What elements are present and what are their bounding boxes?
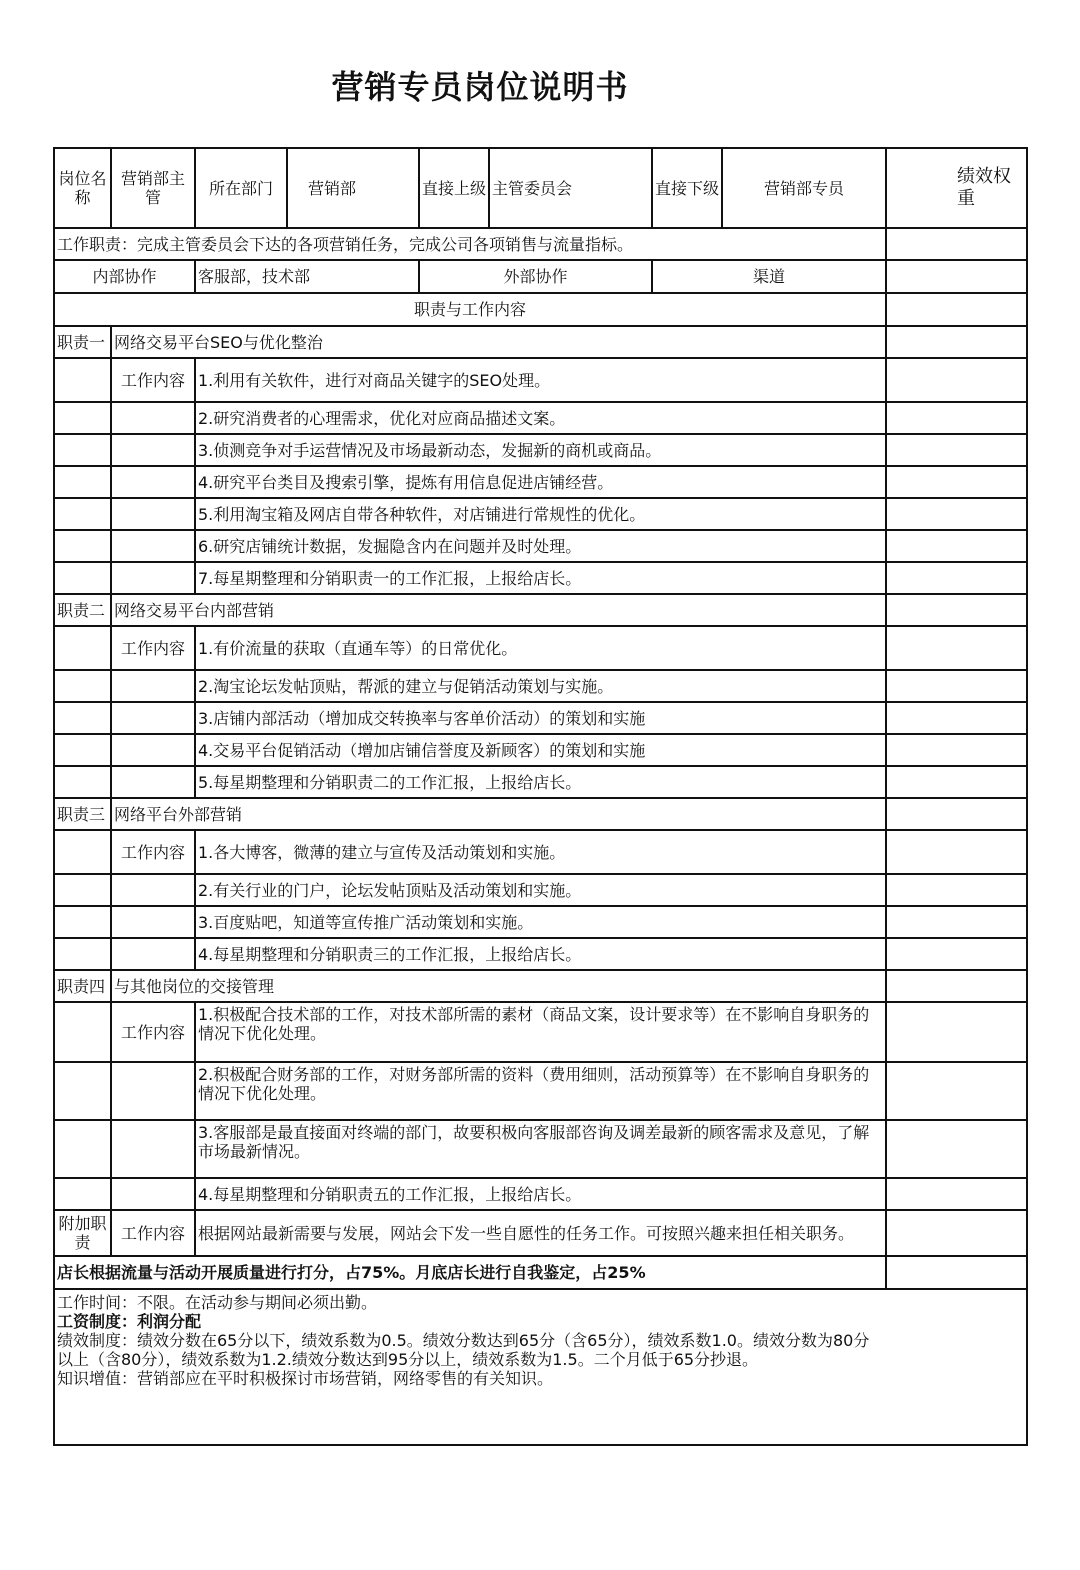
blank-cell (54, 830, 111, 874)
weight-cell (886, 874, 1027, 906)
scoring-row (54, 1256, 1027, 1289)
duty-title: 与其他岗位的交接管理 (111, 970, 886, 1002)
duty-item: 2.有关行业的门户，论坛发帖顶贴及活动策划和实施。 (195, 874, 886, 906)
weight-cell (886, 1178, 1027, 1210)
duty-item-row (54, 874, 1027, 906)
weight-cell (886, 626, 1027, 670)
subordinate-value: 营销部专员 (722, 148, 886, 228)
blank-cell (54, 906, 111, 938)
blank-cell (54, 466, 111, 498)
duty-label: 职责一 (54, 326, 111, 358)
subordinate-label: 直接下级 (652, 148, 722, 228)
weight-cell (886, 670, 1027, 702)
weight-cell (886, 466, 1027, 498)
weight-cell (886, 1210, 1027, 1256)
duty-item: 2.积极配合财务部的工作，对财务部所需的资料（费用细则，活动预算等）在不影响自身职务的情况下优化处理。 (195, 1062, 886, 1120)
duty-item-row (54, 1062, 1027, 1120)
duty-item: 1.利用有关软件，进行对商品关键字的SEO处理。 (195, 358, 886, 402)
superior-value: 主管委员会 (489, 148, 652, 228)
job-description-table (53, 147, 1028, 1446)
blank-cell (54, 434, 111, 466)
duty-item: 2.研究消费者的心理需求，优化对应商品描述文案。 (195, 402, 886, 434)
additional-work-label: 工作内容 (111, 1210, 195, 1256)
duty-title: 网络平台外部营销 (111, 798, 886, 830)
additional-label: 附加职责 (54, 1210, 111, 1256)
position-label: 岗位名称 (54, 148, 111, 228)
weight-cell (886, 326, 1027, 358)
weight-cell (886, 1002, 1027, 1062)
internal-coop-label: 内部协作 (54, 260, 195, 293)
blank-cell (54, 874, 111, 906)
blank-cell (111, 1178, 195, 1210)
dept-value: 营销部 (287, 148, 419, 228)
blank-cell (111, 938, 195, 970)
external-coop-label: 外部协作 (419, 260, 652, 293)
blank-cell (54, 670, 111, 702)
blank-cell (54, 1120, 111, 1178)
blank-cell (54, 734, 111, 766)
duty-item-row (54, 530, 1027, 562)
duties-body (54, 326, 1027, 1210)
cooperation-row (54, 260, 1027, 293)
duty-title: 网络交易平台SEO与优化整治 (111, 326, 886, 358)
weight-cell (886, 1120, 1027, 1178)
weight-cell (886, 594, 1027, 626)
duty-item-row (54, 766, 1027, 798)
document-title: 营销专员岗位说明书 (331, 68, 629, 106)
blank-cell (54, 1062, 111, 1120)
duty-item: 1.各大博客，微薄的建立与宣传及活动策划和实施。 (195, 830, 886, 874)
weight-cell (886, 434, 1027, 466)
duty-item: 4.交易平台促销活动（增加店铺信誉度及新顾客）的策划和实施 (195, 734, 886, 766)
duty-item: 6.研究店铺统计数据，发掘隐含内在问题并及时处理。 (195, 530, 886, 562)
weight-cell (886, 734, 1027, 766)
duty-item: 7.每星期整理和分销职责一的工作汇报，上报给店长。 (195, 562, 886, 594)
weight-cell (886, 228, 1027, 260)
work-content-label: 工作内容 (111, 1002, 195, 1062)
blank-cell (54, 1002, 111, 1062)
blank-cell (111, 874, 195, 906)
duty-label: 职责二 (54, 594, 111, 626)
duty-item-row (54, 1120, 1027, 1178)
duty-item-row (54, 1002, 1027, 1062)
duty-item-row (54, 562, 1027, 594)
weight-cell (886, 906, 1027, 938)
blank-cell (54, 938, 111, 970)
blank-cell (54, 702, 111, 734)
duty-title-row (54, 326, 1027, 358)
duty-item: 3.客服部是最直接面对终端的部门，故要积极向客服部咨询及调差最新的顾客需求及意见，了解市场最新情况。 (195, 1120, 886, 1178)
blank-cell (111, 702, 195, 734)
external-coop-value: 渠道 (652, 260, 886, 293)
weight-cell (886, 358, 1027, 402)
blank-cell (111, 530, 195, 562)
weight-cell (886, 530, 1027, 562)
duty-item-row (54, 402, 1027, 434)
blank-cell (111, 466, 195, 498)
blank-cell (54, 358, 111, 402)
blank-cell (111, 1062, 195, 1120)
duty-title: 网络交易平台内部营销 (111, 594, 886, 626)
dept-label: 所在部门 (195, 148, 287, 228)
blank-cell (54, 498, 111, 530)
duty-item-row (54, 938, 1027, 970)
section-heading: 职责与工作内容 (54, 293, 886, 326)
performance-note: 绩效制度：绩效分数在65分以下，绩效系数为0.5。绩效分数达到65分（含65分），绩效系数1.0。绩效分数为80分以上（含80分），绩效系数为1.2.绩效分数达到95分以上，绩效系数为1.5。二个月低于65分抄退。 (57, 1331, 870, 1369)
duty-label: 职责三 (54, 798, 111, 830)
blank-cell (54, 626, 111, 670)
weight-cell (886, 970, 1027, 1002)
notes-row (54, 1289, 1027, 1445)
superior-label: 直接上级 (419, 148, 489, 228)
weight-cell (886, 798, 1027, 830)
weight-cell (886, 562, 1027, 594)
job-duty-row (54, 228, 1027, 260)
performance-weight-label: 绩效权重 (886, 148, 1027, 228)
scoring-text: 店长根据流量与活动开展质量进行打分，占75%。月底店长进行自我鉴定，占25% (54, 1256, 886, 1289)
work-content-label: 工作内容 (111, 358, 195, 402)
blank-cell (111, 562, 195, 594)
duty-item: 2.淘宝论坛发帖顶贴，帮派的建立与促销活动策划与实施。 (195, 670, 886, 702)
duty-item: 1.积极配合技术部的工作，对技术部所需的素材（商品文案，设计要求等）在不影响自身职务的情况下优化处理。 (195, 1002, 886, 1062)
duty-item-row (54, 1178, 1027, 1210)
additional-duty-row (54, 1210, 1027, 1256)
section-heading-row (54, 293, 1027, 326)
internal-coop-value: 客服部，技术部 (195, 260, 419, 293)
salary-note: 工资制度：利润分配 (57, 1312, 202, 1331)
weight-cell (886, 1062, 1027, 1120)
duty-item: 3.侦测竞争对手运营情况及市场最新动态，发掘新的商机或商品。 (195, 434, 886, 466)
additional-content: 根据网站最新需要与发展，网站会下发一些自愿性的任务工作。可按照兴趣来担任相关职务。 (195, 1210, 886, 1256)
header-row (54, 148, 1027, 228)
work-time-note: 工作时间：不限。在活动参与期间必须出勤。 (57, 1293, 378, 1312)
blank-cell (111, 1120, 195, 1178)
blank-cell (54, 766, 111, 798)
weight-cell (886, 702, 1027, 734)
duty-item-row (54, 498, 1027, 530)
weight-cell (886, 402, 1027, 434)
blank-cell (111, 434, 195, 466)
weight-cell (886, 766, 1027, 798)
duty-item-row (54, 434, 1027, 466)
weight-cell (886, 938, 1027, 970)
duty-item: 5.每星期整理和分销职责二的工作汇报，上报给店长。 (195, 766, 886, 798)
duty-item-row (54, 670, 1027, 702)
blank-cell (111, 498, 195, 530)
duty-item-row (54, 358, 1027, 402)
duty-item-row (54, 626, 1027, 670)
weight-cell (886, 293, 1027, 326)
weight-cell (886, 498, 1027, 530)
duty-item-row (54, 734, 1027, 766)
blank-cell (54, 402, 111, 434)
blank-cell (111, 906, 195, 938)
duty-item: 4.研究平台类目及搜索引擎，提炼有用信息促进店铺经营。 (195, 466, 886, 498)
duty-title-row (54, 594, 1027, 626)
work-content-label: 工作内容 (111, 830, 195, 874)
blank-cell (111, 766, 195, 798)
duty-item: 4.每星期整理和分销职责三的工作汇报，上报给店长。 (195, 938, 886, 970)
blank-cell (54, 562, 111, 594)
weight-cell (886, 260, 1027, 293)
duty-item-row (54, 702, 1027, 734)
duty-item: 4.每星期整理和分销职责五的工作汇报，上报给店长。 (195, 1178, 886, 1210)
duty-item: 5.利用淘宝箱及网店自带各种软件，对店铺进行常规性的优化。 (195, 498, 886, 530)
blank-cell (111, 734, 195, 766)
notes-cell (54, 1289, 1027, 1445)
weight-cell (886, 830, 1027, 874)
blank-cell (111, 670, 195, 702)
blank-cell (54, 530, 111, 562)
position-value: 营销部主管 (111, 148, 195, 228)
knowledge-note: 知识增值：营销部应在平时积极探讨市场营销，网络零售的有关知识。 (57, 1369, 554, 1388)
job-duty: 工作职责：完成主管委员会下达的各项营销任务，完成公司各项销售与流量指标。 (54, 228, 886, 260)
duty-item-row (54, 830, 1027, 874)
duty-title-row (54, 970, 1027, 1002)
duty-item: 1.有价流量的获取（直通车等）的日常优化。 (195, 626, 886, 670)
weight-cell (886, 1256, 1027, 1289)
blank-cell (111, 402, 195, 434)
duty-item: 3.百度贴吧，知道等宣传推广活动策划和实施。 (195, 906, 886, 938)
duty-item-row (54, 906, 1027, 938)
duty-title-row (54, 798, 1027, 830)
duty-item-row (54, 466, 1027, 498)
blank-cell (54, 1178, 111, 1210)
duty-label: 职责四 (54, 970, 111, 1002)
duty-item: 3.店铺内部活动（增加成交转换率与客单价活动）的策划和实施 (195, 702, 886, 734)
work-content-label: 工作内容 (111, 626, 195, 670)
